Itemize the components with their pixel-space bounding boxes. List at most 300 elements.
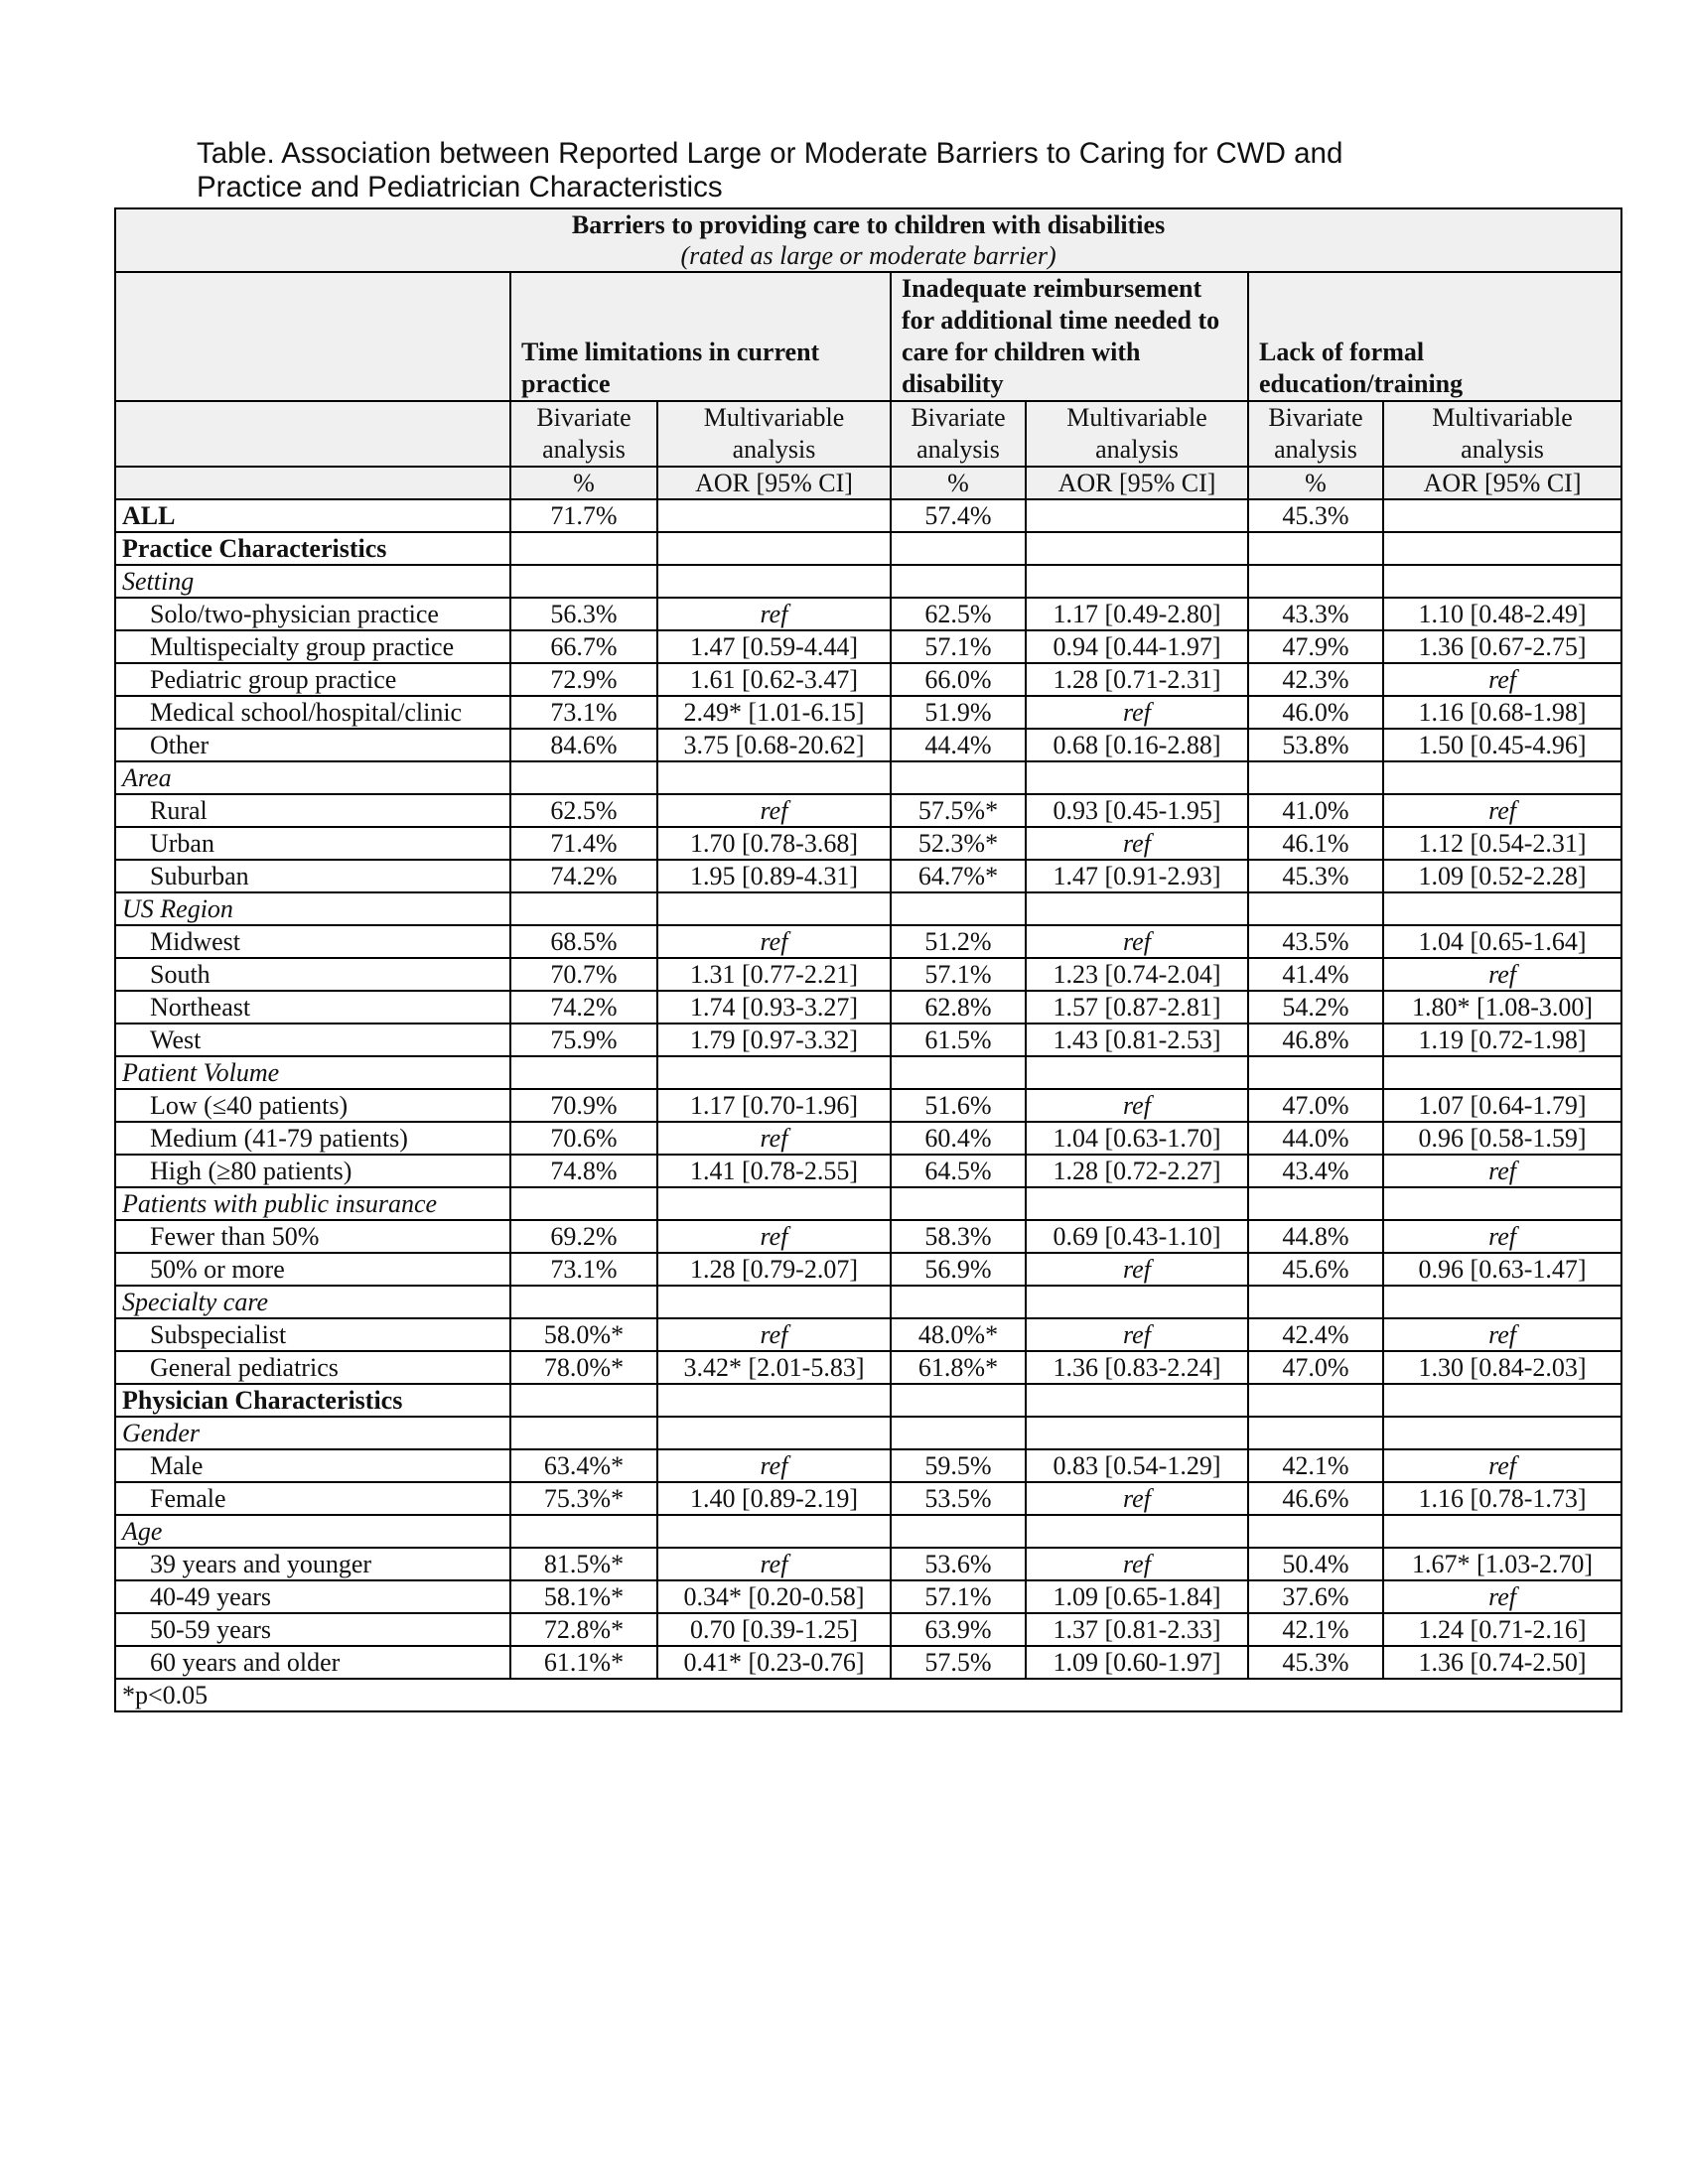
- aor-cell: [657, 1056, 891, 1089]
- aor-cell: 1.23 [0.74-2.04]: [1026, 958, 1248, 991]
- category-row: [115, 1515, 1621, 1548]
- aor-cell: ref: [657, 1220, 891, 1253]
- percent-cell: 75.3%*: [510, 1482, 657, 1515]
- percent-cell: 58.3%: [891, 1220, 1026, 1253]
- percent-cell: 57.5%*: [891, 794, 1026, 827]
- aor-cell: 1.67* [1.03-2.70]: [1383, 1548, 1621, 1580]
- percent-cell: 37.6%: [1248, 1580, 1383, 1613]
- aor-cell: 1.19 [0.72-1.98]: [1383, 1024, 1621, 1056]
- aor-cell: 1.79 [0.97-3.32]: [657, 1024, 891, 1056]
- row-label: Northeast: [115, 991, 510, 1024]
- aor-cell: [657, 1515, 891, 1548]
- aor-cell: 1.12 [0.54-2.31]: [1383, 827, 1621, 860]
- aor-cell: 0.69 [0.43-1.10]: [1026, 1220, 1248, 1253]
- percent-cell: 46.0%: [1248, 696, 1383, 729]
- row-label: Solo/two-physician practice: [115, 598, 510, 630]
- aor-cell: 3.75 [0.68-20.62]: [657, 729, 891, 761]
- percent-cell: 74.2%: [510, 860, 657, 892]
- aor-cell: [1026, 892, 1248, 925]
- percent-cell: 61.1%*: [510, 1646, 657, 1679]
- table-row: [115, 1220, 1621, 1253]
- aor-cell: 1.31 [0.77-2.21]: [657, 958, 891, 991]
- aor-cell: ref: [1026, 1482, 1248, 1515]
- aor-cell: ref: [1383, 1580, 1621, 1613]
- table-row: [115, 958, 1621, 991]
- percent-cell: 42.3%: [1248, 663, 1383, 696]
- percent-cell: 57.1%: [891, 630, 1026, 663]
- aor-cell: 1.95 [0.89-4.31]: [657, 860, 891, 892]
- table-row: [115, 1580, 1621, 1613]
- aor-cell: 1.09 [0.60-1.97]: [1026, 1646, 1248, 1679]
- category-row: [115, 1056, 1621, 1089]
- aor-cell: ref: [657, 794, 891, 827]
- section-row: [115, 532, 1621, 565]
- aor-cell: 1.57 [0.87-2.81]: [1026, 991, 1248, 1024]
- table-row: [115, 630, 1621, 663]
- row-label: 60 years and older: [115, 1646, 510, 1679]
- table-row: [115, 598, 1621, 630]
- aor-cell: [657, 499, 891, 532]
- aor-cell: [1383, 1187, 1621, 1220]
- row-label: Urban: [115, 827, 510, 860]
- aor-cell: [1383, 1417, 1621, 1449]
- aor-cell: [1383, 892, 1621, 925]
- row-label: West: [115, 1024, 510, 1056]
- percent-cell: [510, 892, 657, 925]
- percent-cell: 52.3%*: [891, 827, 1026, 860]
- aor-cell: ref: [1383, 1449, 1621, 1482]
- percent-unit: %: [510, 467, 657, 499]
- multivariable-header: Multivariable analysis: [657, 401, 891, 467]
- aor-cell: 1.10 [0.48-2.49]: [1383, 598, 1621, 630]
- aor-cell: ref: [1383, 663, 1621, 696]
- aor-cell: [1026, 565, 1248, 598]
- aor-cell: [1026, 1515, 1248, 1548]
- aor-cell: ref: [657, 1449, 891, 1482]
- percent-cell: 81.5%*: [510, 1548, 657, 1580]
- aor-cell: 1.47 [0.91-2.93]: [1026, 860, 1248, 892]
- aor-cell: ref: [1383, 958, 1621, 991]
- percent-cell: 60.4%: [891, 1122, 1026, 1155]
- category-label: Setting: [115, 565, 510, 598]
- aor-cell: [657, 1187, 891, 1220]
- category-row: [115, 892, 1621, 925]
- aor-unit: AOR [95% CI]: [1383, 467, 1621, 499]
- table-row: [115, 1646, 1621, 1679]
- table-row: [115, 663, 1621, 696]
- row-label: Subspecialist: [115, 1318, 510, 1351]
- percent-cell: 46.6%: [1248, 1482, 1383, 1515]
- percent-cell: 58.0%*: [510, 1318, 657, 1351]
- row-label: High (≥80 patients): [115, 1155, 510, 1187]
- aor-cell: 1.30 [0.84-2.03]: [1383, 1351, 1621, 1384]
- percent-cell: 73.1%: [510, 696, 657, 729]
- table-row: [115, 1024, 1621, 1056]
- percent-cell: 43.4%: [1248, 1155, 1383, 1187]
- aor-cell: [1026, 1384, 1248, 1417]
- aor-cell: [1383, 1515, 1621, 1548]
- percent-cell: 72.9%: [510, 663, 657, 696]
- table-row: [115, 827, 1621, 860]
- aor-cell: 1.28 [0.71-2.31]: [1026, 663, 1248, 696]
- percent-cell: 64.7%*: [891, 860, 1026, 892]
- header-title-cell: [115, 208, 1621, 272]
- percent-cell: [891, 761, 1026, 794]
- aor-cell: 0.96 [0.63-1.47]: [1383, 1253, 1621, 1286]
- aor-cell: 1.36 [0.74-2.50]: [1383, 1646, 1621, 1679]
- percent-cell: 62.8%: [891, 991, 1026, 1024]
- bivariate-header: Bivariate analysis: [510, 401, 657, 467]
- aor-cell: ref: [657, 1548, 891, 1580]
- row-label: Pediatric group practice: [115, 663, 510, 696]
- row-label: 50-59 years: [115, 1613, 510, 1646]
- aor-cell: 1.16 [0.68-1.98]: [1383, 696, 1621, 729]
- percent-unit: %: [1248, 467, 1383, 499]
- percent-cell: 58.1%*: [510, 1580, 657, 1613]
- percent-cell: 78.0%*: [510, 1351, 657, 1384]
- percent-cell: [510, 1384, 657, 1417]
- aor-unit: AOR [95% CI]: [657, 467, 891, 499]
- aor-cell: ref: [1026, 925, 1248, 958]
- aor-cell: 0.83 [0.54-1.29]: [1026, 1449, 1248, 1482]
- percent-cell: 62.5%: [510, 794, 657, 827]
- percent-cell: 43.5%: [1248, 925, 1383, 958]
- table-row: [115, 1351, 1621, 1384]
- category-label: Patient Volume: [115, 1056, 510, 1089]
- percent-cell: [510, 1286, 657, 1318]
- percent-cell: [891, 1417, 1026, 1449]
- aor-cell: ref: [1026, 1089, 1248, 1122]
- aor-unit: AOR [95% CI]: [1026, 467, 1248, 499]
- table-row: [115, 1548, 1621, 1580]
- aor-cell: [1383, 1286, 1621, 1318]
- aor-cell: 1.74 [0.93-3.27]: [657, 991, 891, 1024]
- aor-cell: 1.47 [0.59-4.44]: [657, 630, 891, 663]
- table-row: [115, 1089, 1621, 1122]
- percent-cell: 84.6%: [510, 729, 657, 761]
- header-empty-cell: [115, 401, 510, 467]
- caption-line-2: Practice and Pediatrician Characteristics: [197, 171, 723, 204]
- aor-cell: [657, 565, 891, 598]
- percent-cell: 45.6%: [1248, 1253, 1383, 1286]
- percent-cell: 48.0%*: [891, 1318, 1026, 1351]
- aor-cell: 1.80* [1.08-3.00]: [1383, 991, 1621, 1024]
- percent-cell: 63.4%*: [510, 1449, 657, 1482]
- percent-cell: 53.5%: [891, 1482, 1026, 1515]
- aor-cell: ref: [1383, 1318, 1621, 1351]
- aor-cell: ref: [1026, 1548, 1248, 1580]
- percent-cell: [510, 1187, 657, 1220]
- aor-cell: ref: [1383, 1155, 1621, 1187]
- aor-cell: 1.04 [0.63-1.70]: [1026, 1122, 1248, 1155]
- percent-cell: 63.9%: [891, 1613, 1026, 1646]
- aor-cell: ref: [657, 925, 891, 958]
- row-label: Suburban: [115, 860, 510, 892]
- percent-cell: [891, 892, 1026, 925]
- aor-cell: 1.28 [0.72-2.27]: [1026, 1155, 1248, 1187]
- aor-cell: 0.93 [0.45-1.95]: [1026, 794, 1248, 827]
- category-row: [115, 761, 1621, 794]
- category-label: Age: [115, 1515, 510, 1548]
- percent-cell: 71.4%: [510, 827, 657, 860]
- percent-cell: 54.2%: [1248, 991, 1383, 1024]
- aor-cell: ref: [1026, 1253, 1248, 1286]
- table-row: [115, 696, 1621, 729]
- aor-cell: ref: [1383, 794, 1621, 827]
- percent-cell: 56.3%: [510, 598, 657, 630]
- percent-cell: [891, 1286, 1026, 1318]
- header-empty-cell: [115, 272, 510, 401]
- category-label: Gender: [115, 1417, 510, 1449]
- table-title: Barriers to providing care to children with disabilities: [571, 210, 1166, 239]
- percent-cell: [510, 532, 657, 565]
- barriers-table: [114, 207, 1622, 1712]
- aor-cell: 1.07 [0.64-1.79]: [1383, 1089, 1621, 1122]
- aor-cell: ref: [657, 1318, 891, 1351]
- category-row: [115, 1417, 1621, 1449]
- percent-cell: [510, 1056, 657, 1089]
- table-row: [115, 1613, 1621, 1646]
- aor-cell: 1.17 [0.70-1.96]: [657, 1089, 891, 1122]
- aor-cell: [1026, 1187, 1248, 1220]
- header-group-row: [115, 272, 1621, 401]
- percent-cell: 42.1%: [1248, 1613, 1383, 1646]
- aor-cell: [657, 761, 891, 794]
- row-label: ALL: [115, 499, 510, 532]
- percent-cell: 53.8%: [1248, 729, 1383, 761]
- percent-cell: 42.1%: [1248, 1449, 1383, 1482]
- percent-cell: 70.6%: [510, 1122, 657, 1155]
- aor-cell: 1.36 [0.83-2.24]: [1026, 1351, 1248, 1384]
- percent-cell: 51.2%: [891, 925, 1026, 958]
- aor-cell: 1.50 [0.45-4.96]: [1383, 729, 1621, 761]
- table-row: [115, 860, 1621, 892]
- aor-cell: 1.36 [0.67-2.75]: [1383, 630, 1621, 663]
- aor-cell: [657, 532, 891, 565]
- table-row: [115, 1318, 1621, 1351]
- aor-cell: 0.96 [0.58-1.59]: [1383, 1122, 1621, 1155]
- row-label: Rural: [115, 794, 510, 827]
- section-row: [115, 1384, 1621, 1417]
- percent-cell: [510, 1417, 657, 1449]
- aor-cell: 1.61 [0.62-3.47]: [657, 663, 891, 696]
- percent-cell: 41.0%: [1248, 794, 1383, 827]
- category-row: [115, 1187, 1621, 1220]
- aor-cell: 1.70 [0.78-3.68]: [657, 827, 891, 860]
- percent-cell: [1248, 565, 1383, 598]
- aor-cell: [1383, 565, 1621, 598]
- percent-cell: 47.9%: [1248, 630, 1383, 663]
- header-units-row: [115, 467, 1621, 499]
- percent-cell: 51.6%: [891, 1089, 1026, 1122]
- aor-cell: [1383, 1056, 1621, 1089]
- aor-cell: [657, 1286, 891, 1318]
- aor-cell: ref: [657, 1122, 891, 1155]
- percent-cell: 66.7%: [510, 630, 657, 663]
- aor-cell: [657, 1417, 891, 1449]
- aor-cell: 1.24 [0.71-2.16]: [1383, 1613, 1621, 1646]
- percent-cell: 59.5%: [891, 1449, 1026, 1482]
- percent-cell: [1248, 1187, 1383, 1220]
- percent-cell: [1248, 532, 1383, 565]
- percent-cell: [891, 1187, 1026, 1220]
- group-time-limitations: Time limitations in current practice: [510, 272, 891, 401]
- header-empty-cell: [115, 467, 510, 499]
- aor-cell: 1.43 [0.81-2.53]: [1026, 1024, 1248, 1056]
- footnote-row: [115, 1679, 1621, 1711]
- bivariate-header: Bivariate analysis: [891, 401, 1026, 467]
- aor-cell: 2.49* [1.01-6.15]: [657, 696, 891, 729]
- row-label: Medical school/hospital/clinic: [115, 696, 510, 729]
- percent-cell: 70.7%: [510, 958, 657, 991]
- percent-cell: [891, 1384, 1026, 1417]
- row-label: Female: [115, 1482, 510, 1515]
- row-label: Male: [115, 1449, 510, 1482]
- aor-cell: 0.94 [0.44-1.97]: [1026, 630, 1248, 663]
- percent-cell: [1248, 1417, 1383, 1449]
- table-body: [115, 499, 1621, 1679]
- percent-cell: [891, 565, 1026, 598]
- percent-cell: 62.5%: [891, 598, 1026, 630]
- multivariable-header: Multivariable analysis: [1026, 401, 1248, 467]
- row-label: Midwest: [115, 925, 510, 958]
- percent-cell: 71.7%: [510, 499, 657, 532]
- percent-cell: [510, 1515, 657, 1548]
- percent-cell: [1248, 1515, 1383, 1548]
- percent-cell: 56.9%: [891, 1253, 1026, 1286]
- percent-cell: [891, 1056, 1026, 1089]
- section-label: Physician Characteristics: [115, 1384, 510, 1417]
- aor-cell: [1026, 1056, 1248, 1089]
- aor-cell: [657, 1384, 891, 1417]
- row-label: Other: [115, 729, 510, 761]
- percent-cell: 57.4%: [891, 499, 1026, 532]
- row-label: Fewer than 50%: [115, 1220, 510, 1253]
- category-row: [115, 1286, 1621, 1318]
- percent-cell: 64.5%: [891, 1155, 1026, 1187]
- section-label: Practice Characteristics: [115, 532, 510, 565]
- caption-line-1: Table. Association between Reported Large or Moderate Barriers to Caring for CWD and: [197, 137, 1343, 170]
- aor-cell: ref: [1026, 696, 1248, 729]
- percent-unit: %: [891, 467, 1026, 499]
- aor-cell: [657, 892, 891, 925]
- aor-cell: 1.40 [0.89-2.19]: [657, 1482, 891, 1515]
- aor-cell: 0.68 [0.16-2.88]: [1026, 729, 1248, 761]
- table-row: [115, 1155, 1621, 1187]
- category-label: US Region: [115, 892, 510, 925]
- aor-cell: [1383, 532, 1621, 565]
- percent-cell: 44.0%: [1248, 1122, 1383, 1155]
- aor-cell: 1.09 [0.65-1.84]: [1026, 1580, 1248, 1613]
- aor-cell: 1.37 [0.81-2.33]: [1026, 1613, 1248, 1646]
- aor-cell: 1.09 [0.52-2.28]: [1383, 860, 1621, 892]
- table-row: [115, 1122, 1621, 1155]
- percent-cell: 45.3%: [1248, 499, 1383, 532]
- aor-cell: [1026, 532, 1248, 565]
- header-title-row: [115, 208, 1621, 272]
- aor-cell: [1026, 499, 1248, 532]
- percent-cell: 72.8%*: [510, 1613, 657, 1646]
- percent-cell: 45.3%: [1248, 860, 1383, 892]
- row-label: South: [115, 958, 510, 991]
- percent-cell: 46.1%: [1248, 827, 1383, 860]
- percent-cell: 51.9%: [891, 696, 1026, 729]
- table-caption: [197, 137, 1487, 205]
- percent-cell: 61.5%: [891, 1024, 1026, 1056]
- aor-cell: 1.16 [0.78-1.73]: [1383, 1482, 1621, 1515]
- percent-cell: 74.2%: [510, 991, 657, 1024]
- percent-cell: 57.1%: [891, 958, 1026, 991]
- percent-cell: 70.9%: [510, 1089, 657, 1122]
- percent-cell: [510, 761, 657, 794]
- percent-cell: 68.5%: [510, 925, 657, 958]
- header-analysis-row: [115, 401, 1621, 467]
- percent-cell: 43.3%: [1248, 598, 1383, 630]
- aor-cell: [1383, 1384, 1621, 1417]
- percent-cell: 47.0%: [1248, 1089, 1383, 1122]
- percent-cell: 44.8%: [1248, 1220, 1383, 1253]
- row-label: Multispecialty group practice: [115, 630, 510, 663]
- percent-cell: 45.3%: [1248, 1646, 1383, 1679]
- percent-cell: 42.4%: [1248, 1318, 1383, 1351]
- aor-cell: [1383, 499, 1621, 532]
- percent-cell: 69.2%: [510, 1220, 657, 1253]
- percent-cell: 57.1%: [891, 1580, 1026, 1613]
- multivariable-header: Multivariable analysis: [1383, 401, 1621, 467]
- table-row: [115, 1253, 1621, 1286]
- aor-cell: [1026, 1417, 1248, 1449]
- bivariate-header: Bivariate analysis: [1248, 401, 1383, 467]
- aor-cell: 1.28 [0.79-2.07]: [657, 1253, 891, 1286]
- aor-cell: [1026, 1286, 1248, 1318]
- percent-cell: [891, 1515, 1026, 1548]
- row-label: Low (≤40 patients): [115, 1089, 510, 1122]
- percent-cell: [1248, 761, 1383, 794]
- percent-cell: [1248, 892, 1383, 925]
- row-label: 39 years and younger: [115, 1548, 510, 1580]
- aor-cell: 1.17 [0.49-2.80]: [1026, 598, 1248, 630]
- percent-cell: 50.4%: [1248, 1548, 1383, 1580]
- row-label: 50% or more: [115, 1253, 510, 1286]
- percent-cell: 47.0%: [1248, 1351, 1383, 1384]
- percent-cell: 75.9%: [510, 1024, 657, 1056]
- aor-cell: [1383, 761, 1621, 794]
- percent-cell: 41.4%: [1248, 958, 1383, 991]
- percent-cell: 61.8%*: [891, 1351, 1026, 1384]
- table-row: [115, 925, 1621, 958]
- category-label: Area: [115, 761, 510, 794]
- percent-cell: 57.5%: [891, 1646, 1026, 1679]
- table-row: [115, 991, 1621, 1024]
- percent-cell: 73.1%: [510, 1253, 657, 1286]
- aor-cell: 0.70 [0.39-1.25]: [657, 1613, 891, 1646]
- percent-cell: [510, 565, 657, 598]
- aor-cell: 1.41 [0.78-2.55]: [657, 1155, 891, 1187]
- group-lack-of-training: Lack of formal education/training: [1248, 272, 1621, 401]
- aor-cell: [1026, 761, 1248, 794]
- aor-cell: ref: [1026, 1318, 1248, 1351]
- row-label: Medium (41-79 patients): [115, 1122, 510, 1155]
- category-row: [115, 565, 1621, 598]
- category-label: Specialty care: [115, 1286, 510, 1318]
- table-row: [115, 794, 1621, 827]
- table-row: [115, 499, 1621, 532]
- table-row: [115, 1449, 1621, 1482]
- group-inadequate-reimbursement: Inadequate reimbursement for additional time needed to care for children with disability: [891, 272, 1248, 401]
- percent-cell: 74.8%: [510, 1155, 657, 1187]
- row-label: General pediatrics: [115, 1351, 510, 1384]
- aor-cell: 0.41* [0.23-0.76]: [657, 1646, 891, 1679]
